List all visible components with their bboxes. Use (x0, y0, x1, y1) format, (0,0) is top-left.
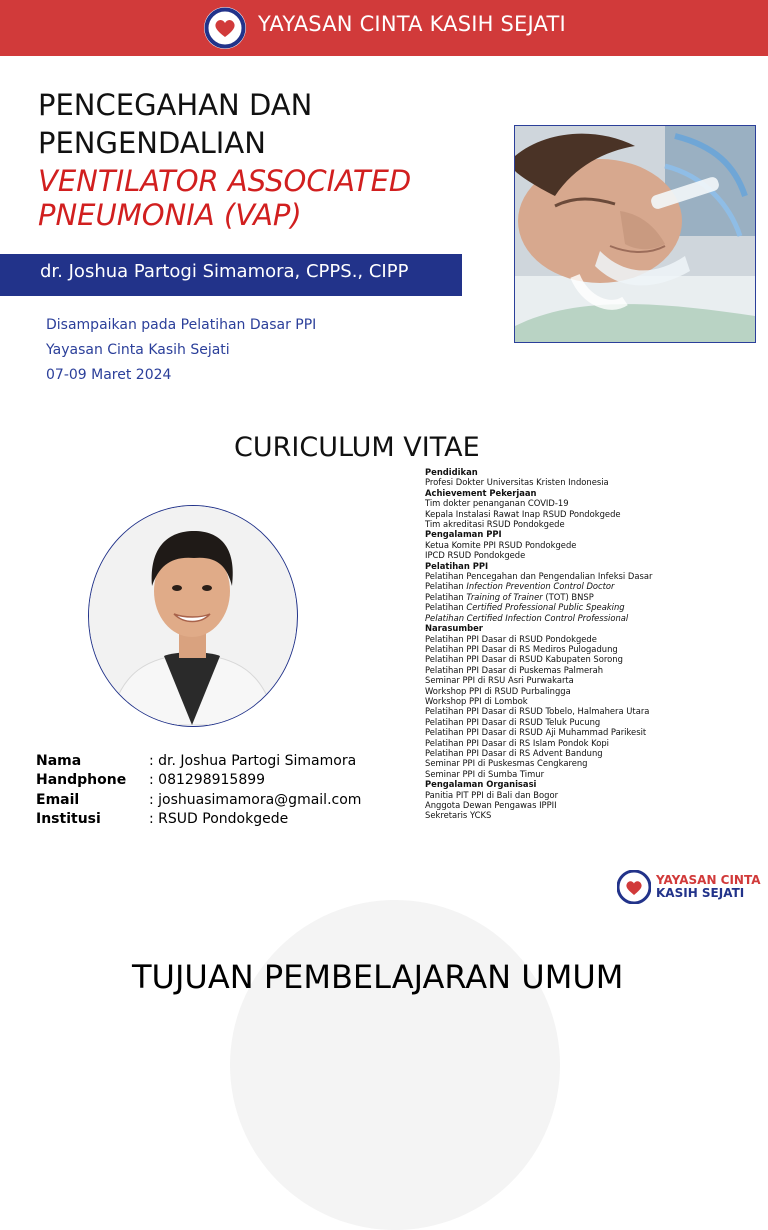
cv-item: Pelatihan PPI Dasar di RSUD Pondokgede (425, 633, 597, 644)
cv-section-title: Pengalaman PPI (425, 529, 502, 540)
identity-label: Institusi (36, 811, 101, 827)
event-line: Yayasan Cinta Kasih Sejati (46, 342, 230, 358)
speaker-portrait-illustration (89, 506, 296, 725)
bottom-title: TUJUAN PEMBELAJARAN UMUM (132, 958, 624, 996)
cv-section-title: Achievement Pekerjaan (425, 487, 537, 498)
identity-value: : joshuasimamora@gmail.com (149, 792, 362, 808)
cv-item: Workshop PPI di Lombok (425, 695, 528, 706)
title-line-1: PENCEGAHAN DAN (38, 88, 313, 122)
cv-item: Pelatihan Pencegahan dan Pengendalian Infeksi Dasar (425, 571, 653, 582)
cv-item: Pelatihan PPI Dasar di Puskemas Palmerah (425, 664, 604, 675)
cv-item: Pelatihan PPI Dasar di RSUD Aji Muhammad Parikesit (425, 727, 647, 738)
header-title: YAYASAN CINTA KASIH SEJATI (258, 12, 566, 36)
cv-item: Kepala Instalasi Rawat Inap RSUD Pondokgede (425, 508, 621, 519)
cv-item (425, 613, 725, 623)
title-red-line-2: PNEUMONIA (VAP) (38, 198, 302, 232)
cv-item-text: Pelatihan (425, 602, 467, 613)
cv-item: Ketua Komite PPI RSUD Pondokgede (425, 539, 577, 550)
cv-item: Seminar PPI di RSU Asri Purwakarta (425, 675, 574, 686)
cv-section-title: Pendidikan (425, 467, 478, 477)
cv-item: Pelatihan PPI Dasar di RS Islam Pondok Kopi (425, 737, 609, 748)
cv-item-italic: Training of Trainer (466, 591, 543, 602)
cv-item: Seminar PPI di Sumba Timur (425, 768, 545, 779)
cv-item: Pelatihan PPI Dasar di RS Advent Bandung (425, 747, 603, 758)
cv-item (425, 602, 725, 612)
cv-item-text: (TOT) BNSP (542, 591, 594, 602)
cv-section-title: Pengalaman Organisasi (425, 779, 537, 790)
footer-logo-text (656, 874, 761, 900)
watermark-seal (230, 900, 560, 1230)
cv-item: IPCD RSUD Pondokgede (425, 550, 526, 561)
cv-item: Sekretaris YCKS (425, 810, 492, 821)
cv-item: Pelatihan PPI Dasar di RSUD Kabupaten Sorong (425, 654, 623, 665)
cv-item: Tim akreditasi RSUD Pondokgede (425, 519, 565, 530)
identity-value: : 081298915899 (149, 772, 266, 788)
cv-item-text: Pelatihan (425, 581, 467, 592)
cv-item: Panitia PIT PPI di Bali dan Bogor (425, 789, 559, 800)
footer-logo-line: YAYASAN CINTA (656, 873, 761, 887)
cv-item (425, 592, 725, 602)
cv-item: Profesi Dokter Universitas Kristen Indonesia (425, 477, 609, 488)
cv-item-italic: Certified Professional Public Speaking (466, 602, 625, 613)
identity-label: Nama (36, 753, 82, 769)
cv-list (425, 467, 725, 821)
heart-seal-icon (203, 6, 247, 50)
header-banner (0, 0, 768, 56)
ventilator-patient-illustration (515, 126, 755, 342)
cv-item-italic: Infection Prevention Control Doctor (466, 581, 615, 592)
cv-item: Pelatihan PPI Dasar di RS Mediros Pulogadung (425, 643, 618, 654)
footer-logo-line: KASIH SEJATI (656, 886, 745, 900)
cv-item: Pelatihan PPI Dasar di RSUD Teluk Pucung (425, 716, 601, 727)
cv-item (425, 581, 725, 591)
cv-item: Anggota Dewan Pengawas IPPII (425, 800, 557, 810)
cv-item: Workshop PPI di RSUD Purbalingga (425, 685, 571, 696)
title-line-2: PENGENDALIAN (38, 126, 266, 160)
cv-item: Seminar PPI di Puskesmas Cengkareng (425, 758, 588, 769)
cv-item-italic: Pelatihan Certified Infection Control Professional (425, 612, 629, 623)
ventilator-patient-photo (514, 125, 756, 343)
cv-item: Pelatihan PPI Dasar di RSUD Tobelo, Halmahera Utara (425, 706, 650, 717)
cv-heading: CURICULUM VITAE (234, 432, 480, 463)
identity-value: : RSUD Pondokgede (149, 811, 289, 827)
cv-section-title: Pelatihan PPI (425, 560, 489, 571)
speaker-portrait (88, 505, 298, 727)
cv-item-text: Pelatihan (425, 591, 467, 602)
identity-value: : dr. Joshua Partogi Simamora (149, 753, 357, 769)
event-line: 07-09 Maret 2024 (46, 367, 172, 383)
author-name: dr. Joshua Partogi Simamora, CPPS., CIPP (40, 261, 409, 282)
title-red-line-1: VENTILATOR ASSOCIATED (38, 164, 412, 198)
cv-section-title: Narasumber (425, 623, 483, 634)
author-bar (0, 254, 462, 296)
cv-item: Tim dokter penanganan COVID-19 (425, 498, 569, 509)
heart-seal-icon (617, 870, 651, 904)
event-line: Disampaikan pada Pelatihan Dasar PPI (46, 317, 317, 333)
identity-label: Email (36, 792, 80, 808)
identity-label: Handphone (36, 772, 127, 788)
